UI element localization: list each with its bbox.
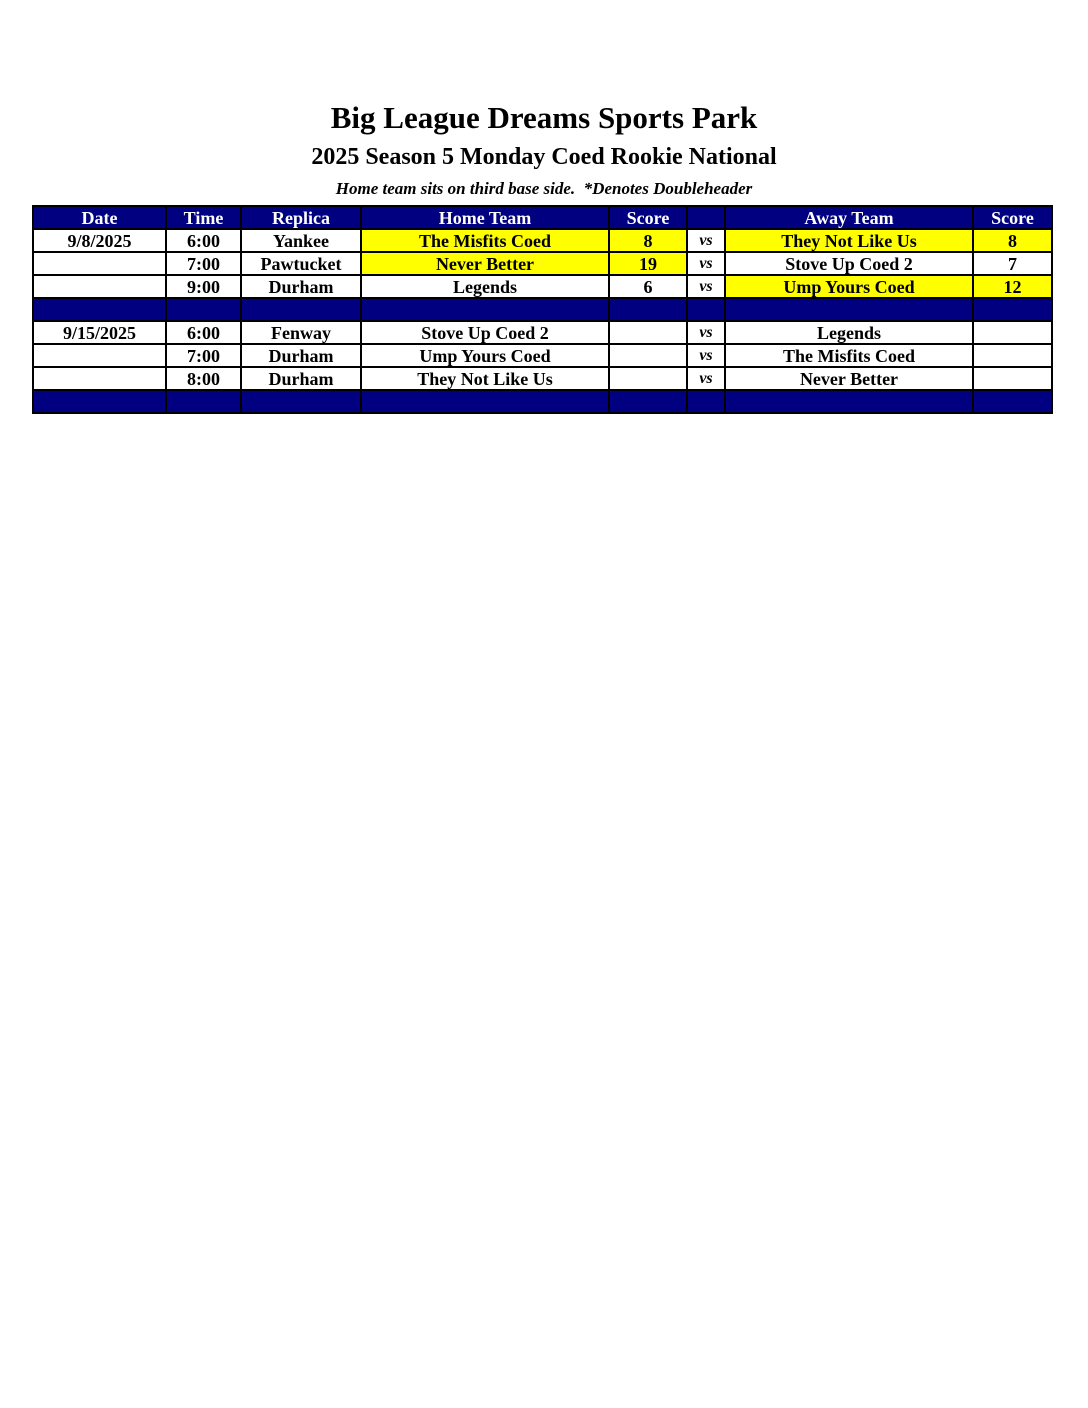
col-header-home-team: Home Team	[361, 206, 609, 229]
table-row	[33, 229, 1052, 252]
cell-away-team: Legends	[725, 321, 973, 344]
table-row	[33, 252, 1052, 275]
header-row	[33, 206, 1052, 229]
col-header-home-score: Score	[609, 206, 687, 229]
cell-vs: vs	[687, 252, 725, 275]
col-header-replica: Replica	[241, 206, 361, 229]
cell-time: 8:00	[166, 367, 241, 390]
cell-home-score: 6	[609, 275, 687, 298]
cell-replica: Durham	[241, 367, 361, 390]
page-subtitle: 2025 Season 5 Monday Coed Rookie National	[311, 144, 777, 170]
col-header-time: Time	[166, 206, 241, 229]
cell-vs: vs	[687, 275, 725, 298]
schedule-table	[32, 205, 1053, 414]
cell-home-score: 8	[609, 229, 687, 252]
schedule-note: Home team sits on third base side. *Denotes Doubleheader	[335, 179, 753, 198]
cell-away-score	[973, 367, 1052, 390]
cell-vs: vs	[687, 344, 725, 367]
cell-away-score	[973, 321, 1052, 344]
cell-replica: Durham	[241, 275, 361, 298]
cell-replica: Yankee	[241, 229, 361, 252]
cell-home-team: They Not Like Us	[361, 367, 609, 390]
cell-home-team: Ump Yours Coed	[361, 344, 609, 367]
cell-away-team: Stove Up Coed 2	[725, 252, 973, 275]
cell-date	[33, 344, 166, 367]
col-header-date: Date	[33, 206, 166, 229]
cell-time: 6:00	[166, 229, 241, 252]
cell-home-score	[609, 367, 687, 390]
cell-away-score: 8	[973, 229, 1052, 252]
cell-time: 7:00	[166, 344, 241, 367]
cell-date: 9/15/2025	[33, 321, 166, 344]
table-row	[33, 321, 1052, 344]
separator-row	[33, 298, 1052, 321]
cell-replica: Durham	[241, 344, 361, 367]
page-title: Big League Dreams Sports Park	[330, 100, 758, 135]
cell-away-score: 12	[973, 275, 1052, 298]
cell-home-team: Never Better	[361, 252, 609, 275]
cell-home-score	[609, 344, 687, 367]
cell-home-score: 19	[609, 252, 687, 275]
cell-away-team: They Not Like Us	[725, 229, 973, 252]
cell-vs: vs	[687, 321, 725, 344]
cell-replica: Fenway	[241, 321, 361, 344]
cell-away-team: Never Better	[725, 367, 973, 390]
col-header-away-score: Score	[973, 206, 1052, 229]
col-header-vs	[687, 206, 725, 229]
cell-time: 6:00	[166, 321, 241, 344]
cell-date	[33, 367, 166, 390]
col-header-away-team: Away Team	[725, 206, 973, 229]
cell-home-team: Stove Up Coed 2	[361, 321, 609, 344]
cell-home-score	[609, 321, 687, 344]
table-row	[33, 344, 1052, 367]
separator-row	[33, 390, 1052, 413]
cell-date: 9/8/2025	[33, 229, 166, 252]
cell-away-score: 7	[973, 252, 1052, 275]
cell-replica: Pawtucket	[241, 252, 361, 275]
cell-date	[33, 275, 166, 298]
cell-away-score	[973, 344, 1052, 367]
cell-home-team: The Misfits Coed	[361, 229, 609, 252]
table-row	[33, 275, 1052, 298]
cell-vs: vs	[687, 367, 725, 390]
table-row	[33, 367, 1052, 390]
cell-date	[33, 252, 166, 275]
cell-time: 7:00	[166, 252, 241, 275]
cell-vs: vs	[687, 229, 725, 252]
cell-home-team: Legends	[361, 275, 609, 298]
cell-time: 9:00	[166, 275, 241, 298]
cell-away-team: Ump Yours Coed	[725, 275, 973, 298]
cell-away-team: The Misfits Coed	[725, 344, 973, 367]
